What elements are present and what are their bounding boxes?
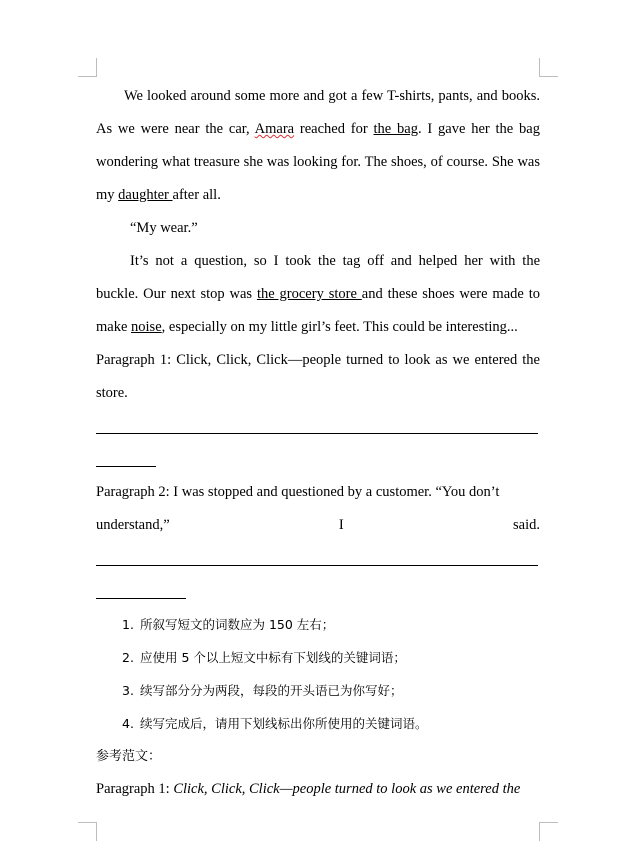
paragraph-2-prompt: Paragraph 2: I was stopped and questioned by a customer. “You don’t [96, 484, 500, 500]
list-number: 4. [122, 716, 134, 731]
list-text: 应使用 5 个以上短文中标有下划线的关键词语； [140, 650, 406, 665]
list-text: 所叙写短文的词数应为 150 左右； [140, 617, 335, 632]
writing-line [96, 575, 540, 608]
keyword-grocery-store: the grocery store [256, 286, 362, 302]
page-corner-mark-top-right [539, 58, 558, 77]
list-item [96, 641, 540, 674]
text-run: reached for [294, 121, 374, 137]
page-corner-mark-top-left [78, 58, 97, 77]
text-run: I [338, 517, 344, 533]
paragraph-1-prompt: Paragraph 1: Click, Click, Click—people turned to look as we entered the store. [96, 352, 540, 401]
writing-line [96, 542, 540, 575]
list-number: 3. [122, 683, 134, 698]
keyword-noise: noise [131, 319, 162, 335]
writing-line [96, 410, 540, 443]
document-body [96, 80, 540, 806]
reference-paragraph [96, 773, 540, 806]
text-run-italic: Click, Click, Click—people turned to look as we entered the [173, 781, 521, 797]
list-number: 2. [122, 650, 134, 665]
quote-line: “My wear.” [130, 220, 198, 236]
keyword-daughter: daughter [118, 187, 173, 203]
story-paragraph-1 [96, 80, 540, 212]
text-run: said. [513, 517, 540, 533]
list-item [96, 674, 540, 707]
list-text: 续写部分分为两段，每段的开头语已为你写好； [140, 683, 403, 698]
keyword-the-bag: the bag [373, 121, 418, 137]
list-number: 1. [122, 617, 134, 632]
list-text: 续写完成后，请用下划线标出你所使用的关键词语。 [140, 716, 428, 731]
text-run: We looked around some more and got a few T-shirts, pants, and books. As we were near the car, [96, 88, 540, 137]
page-corner-mark-bottom-left [78, 822, 97, 841]
text-run: after all. [172, 187, 221, 203]
list-item [96, 608, 540, 641]
list-item [96, 707, 540, 740]
text-run: It’s not a question, so I took the tag off and helped her with the buckle. Our next stop was [96, 253, 540, 302]
text-run: , especially on my little girl’s feet. This could be interesting... [161, 319, 518, 335]
paragraph-2-prompt-line-2 [96, 509, 540, 542]
text-run: . I gave her the bag wondering what treasure she was looking for. The shoes, of course. She was my [96, 121, 540, 203]
text-run: and these shoes were made to make [96, 286, 540, 335]
keyword-amara: Amara [254, 121, 295, 137]
writing-line [96, 443, 540, 476]
text-run: understand,” [96, 517, 170, 533]
story-paragraph-2 [96, 245, 540, 344]
text-run: Paragraph 1: [96, 781, 174, 797]
requirements-list [96, 608, 540, 740]
page-corner-mark-bottom-right [539, 822, 558, 841]
reference-heading: 参考范文： [96, 749, 162, 764]
